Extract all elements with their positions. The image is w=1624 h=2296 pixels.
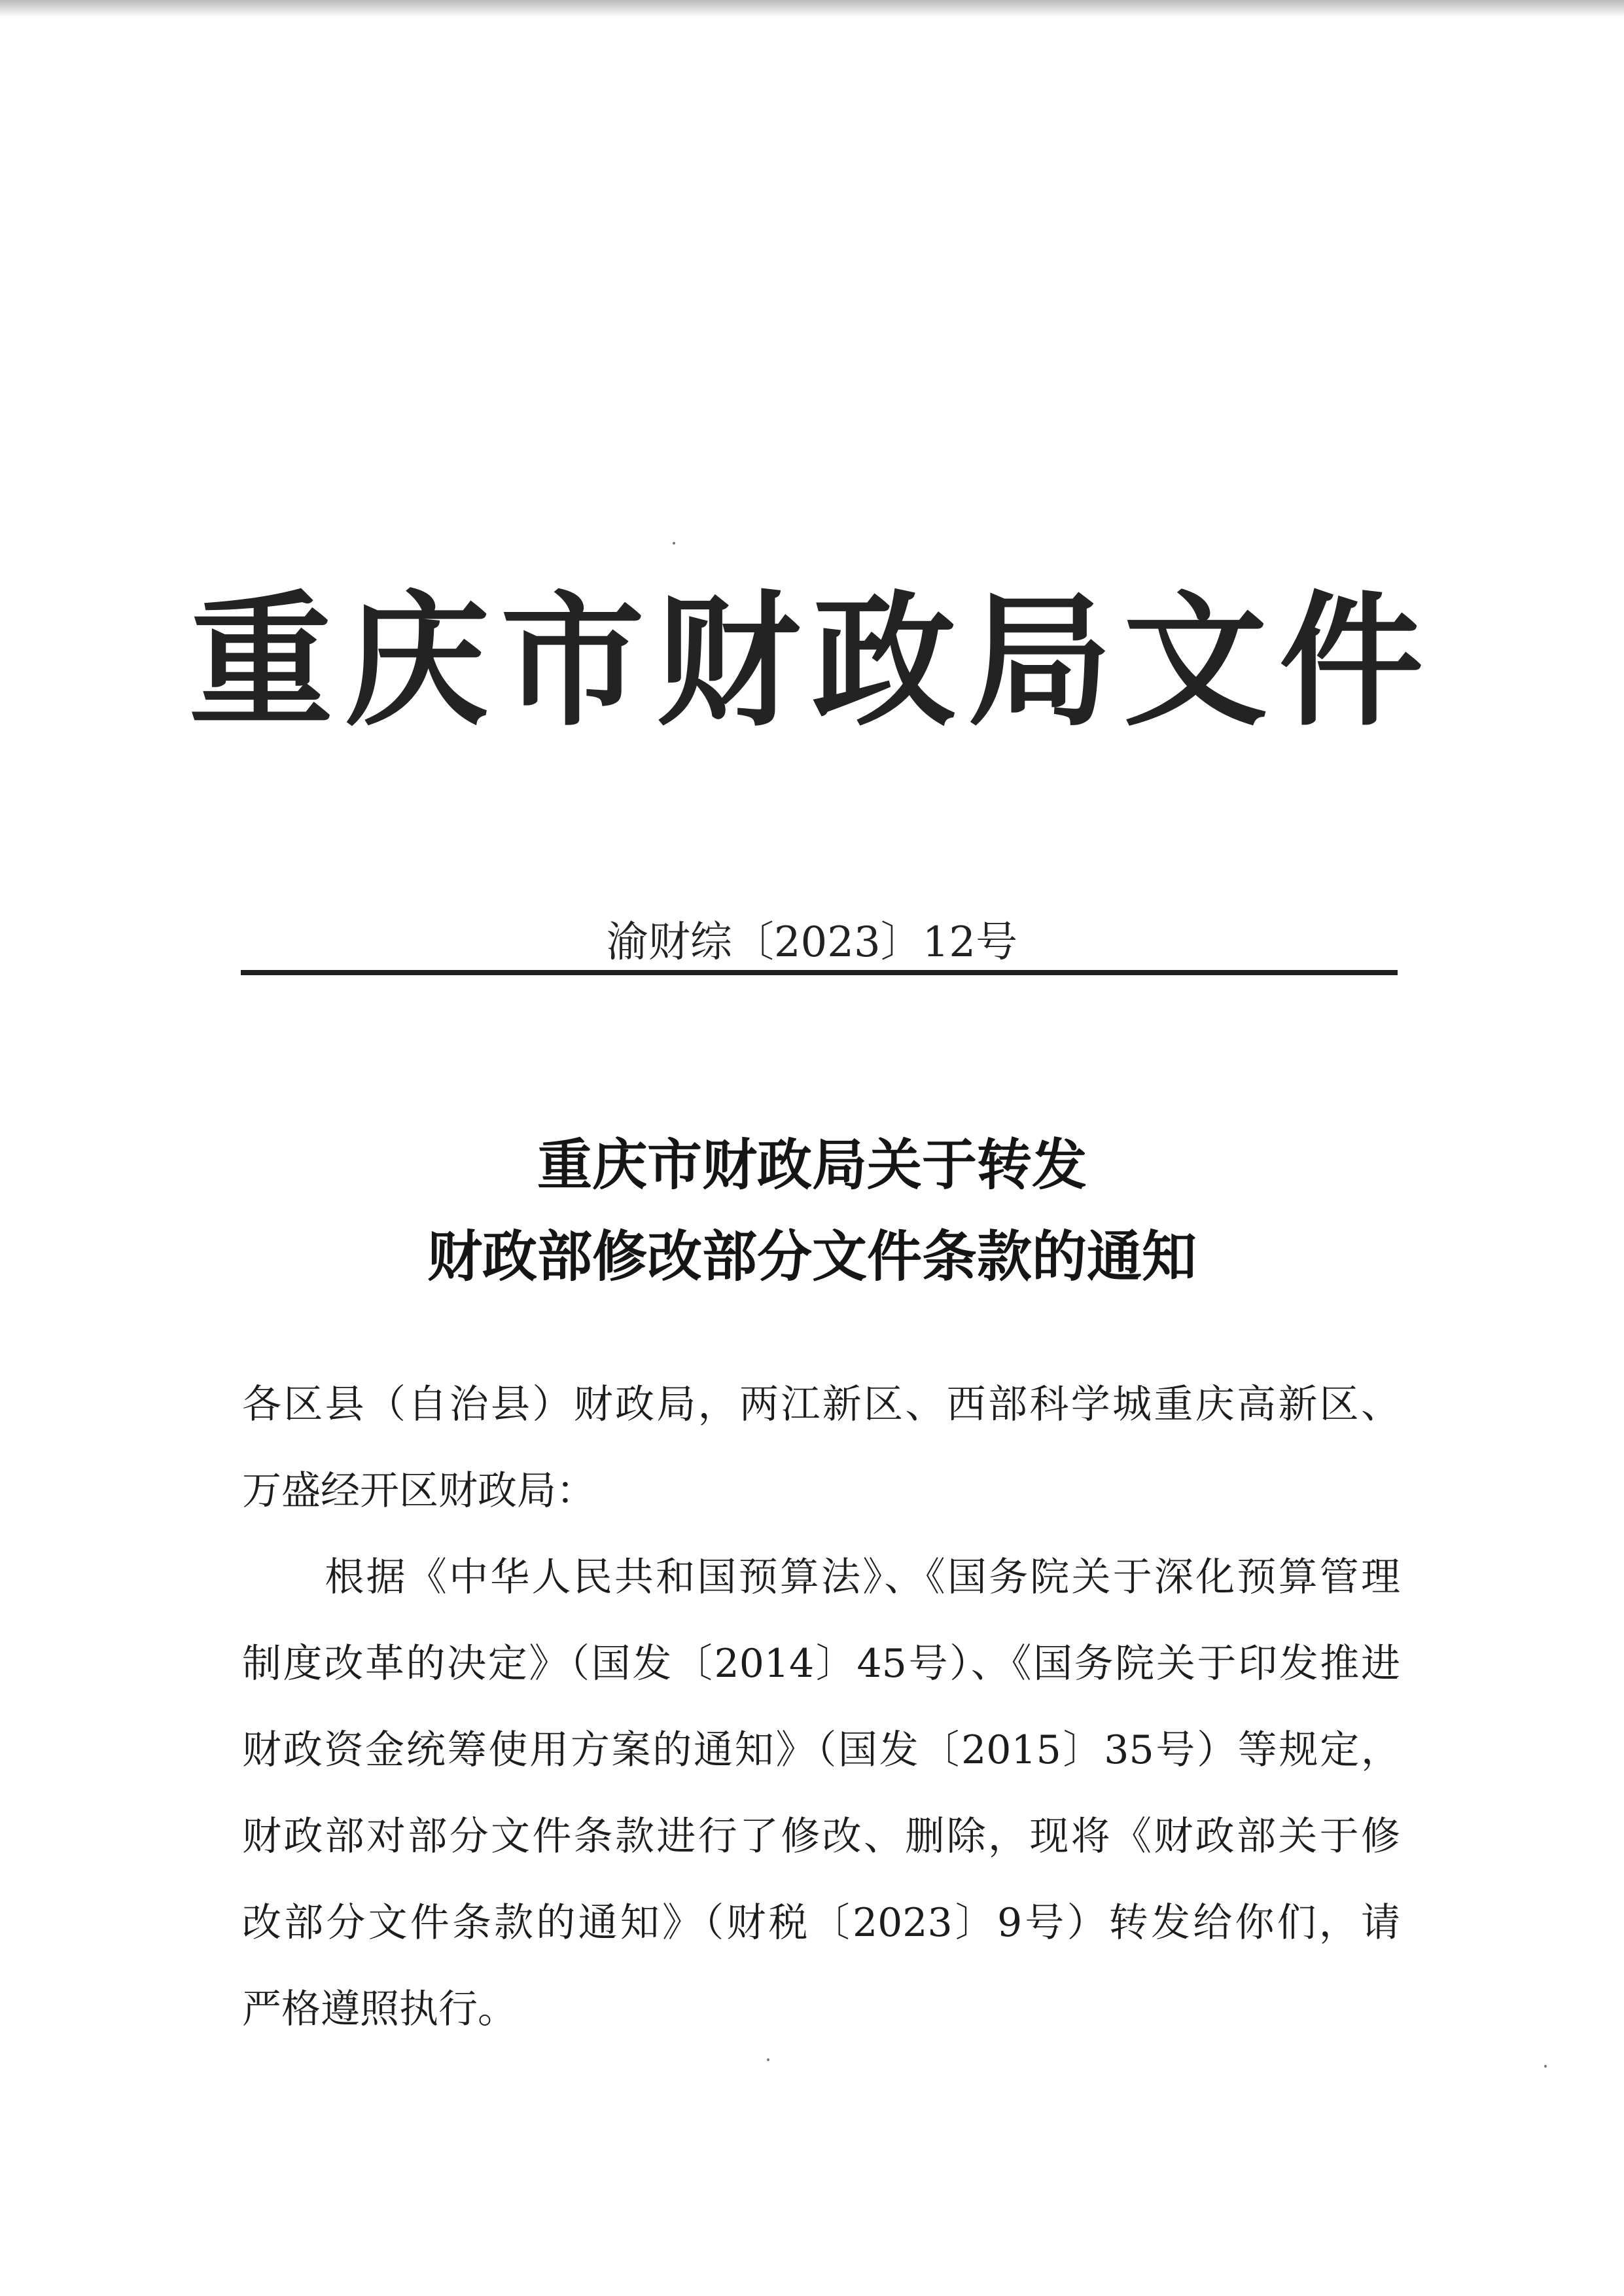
body-line-addressee-2: 万盛经开区财政局： — [242, 1468, 595, 1514]
scan-speck — [767, 2058, 769, 2061]
body-line-5: 财政资金统筹使用方案的通知》（国发〔2015〕35号）等规定， — [242, 1727, 1400, 1773]
body-line-4: 制度改革的决定》（国发〔2014〕45号）、《国务院关于印发推进 — [242, 1641, 1400, 1687]
scan-speck — [673, 542, 675, 545]
header-divider-line — [241, 970, 1398, 975]
scan-speck — [1544, 2065, 1547, 2068]
body-line-7: 改部分文件条款的通知》（财税〔2023〕9号）转发给你们，请 — [242, 1900, 1400, 1946]
body-line-6: 财政部对部分文件条款进行了修改、删除，现将《财政部关于修 — [242, 1814, 1400, 1859]
body-line-8: 严格遵照执行。 — [242, 1986, 517, 2032]
notice-title-line-2: 财政部修改部分文件条款的通知 — [427, 1224, 1197, 1289]
notice-title — [0, 1119, 1624, 1302]
body-line-3: 根据《中华人民共和国预算法》、《国务院关于深化预算管理 — [242, 1554, 1400, 1600]
issuer-header-title: 重庆市财政局文件 — [188, 576, 1435, 745]
document-number: 渝财综〔2023〕12号 — [606, 918, 1018, 967]
scan-top-edge — [0, 0, 1624, 17]
notice-title-line-1: 重庆市财政局关于转发 — [537, 1132, 1087, 1197]
notice-body — [242, 1361, 1400, 2053]
body-line-addressee-1: 各区县（自治县）财政局，两江新区、西部科学城重庆高新区、 — [242, 1382, 1400, 1427]
